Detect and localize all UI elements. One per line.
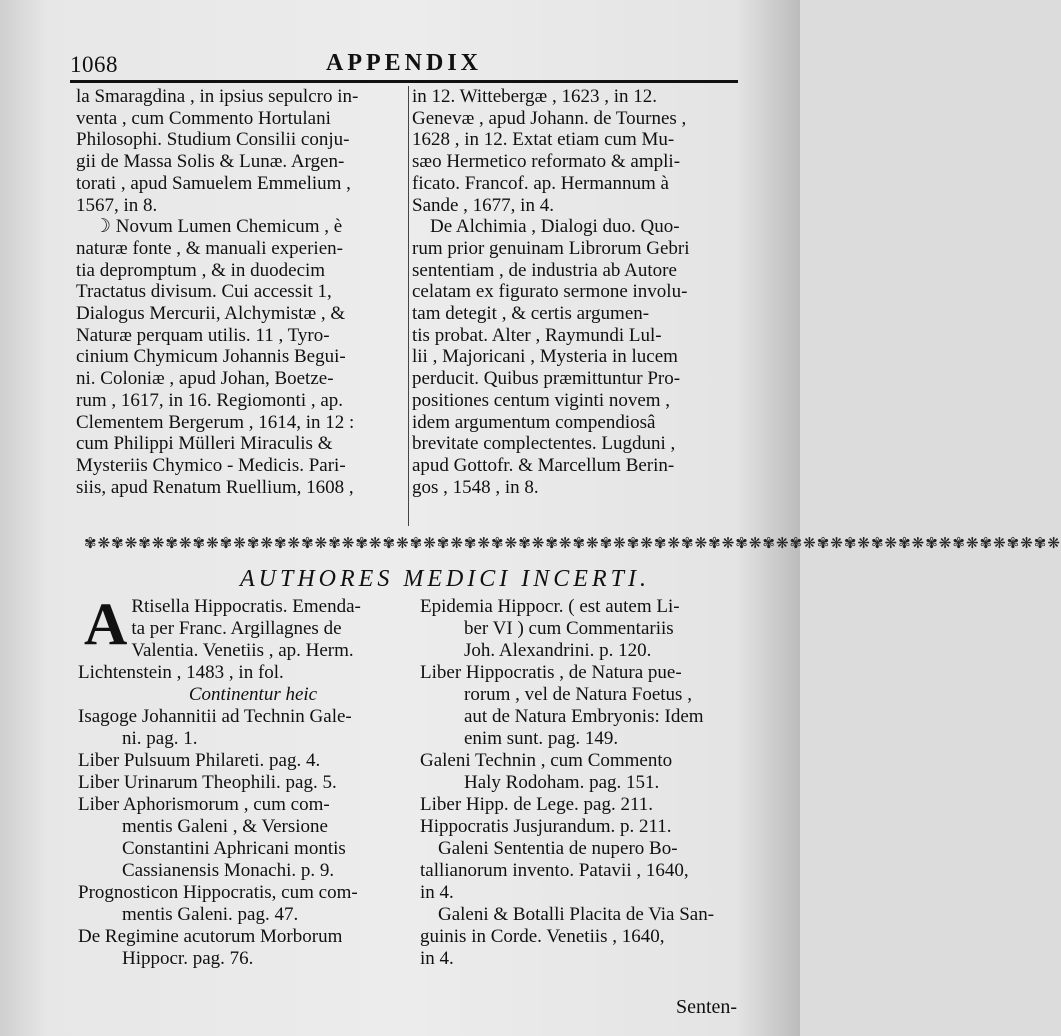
text-line: De Alchimia , Dialogi duo. Quo-	[430, 216, 680, 238]
text-line: gii de Massa Solis & Lunæ. Argen-	[76, 151, 345, 173]
catchword: Senten-	[676, 996, 738, 1018]
top-left-column	[76, 86, 406, 498]
text-line: Isagoge Johannitii ad Technin Gale-	[78, 706, 352, 727]
column-divider	[408, 86, 409, 526]
text-line: cum Philippi Mülleri Miraculis &	[76, 433, 333, 455]
text-line: tallianorum invento. Patavii , 1640,	[420, 860, 689, 881]
text-line: Prognosticon Hippocratis, cum com-	[78, 882, 358, 903]
text-line: enim sunt. pag. 149.	[464, 728, 619, 749]
section-title: AUTHORES MEDICI INCERTI.	[240, 566, 650, 592]
text-line: in 4.	[420, 948, 454, 969]
text-line: 1567, in 8.	[76, 194, 158, 216]
text-line: tia depromptum , & in duodecim	[76, 259, 326, 281]
text-line: venta , cum Commento Hortulani	[76, 107, 331, 129]
text-line: Sande , 1677, in 4.	[412, 194, 554, 216]
page-header	[70, 44, 738, 80]
text-line: aut de Natura Embryonis: Idem	[464, 706, 704, 727]
text-line: Valentia. Venetiis , ap. Herm.	[131, 640, 354, 661]
text-line: Genevæ , apud Johann. de Tournes ,	[412, 107, 687, 129]
text-line: Galeni Technin , cum Commento	[420, 750, 673, 771]
page-number: 1068	[70, 52, 118, 77]
text-line: in 12. Wittebergæ , 1623 , in 12.	[412, 86, 657, 107]
text-line: Liber Hipp. de Lege. pag. 211.	[420, 794, 654, 815]
text-line: De Regimine acutorum Morborum	[78, 926, 343, 947]
text-line: guinis in Corde. Venetiis , 1640,	[420, 926, 665, 947]
text-line: celatam ex figurato sermone involu-	[412, 281, 688, 303]
text-line: naturæ fonte , & manuali experien-	[76, 237, 343, 259]
text-line: tam detegit , & certis argumen-	[412, 303, 650, 325]
text-line: gos , 1548 , in 8.	[412, 476, 539, 498]
text-line: positiones centum viginti novem ,	[412, 389, 671, 411]
text-line: Liber Aphorismorum , cum com-	[78, 794, 330, 815]
header-rule	[70, 80, 738, 83]
text-line: Haly Rodoham. pag. 151.	[464, 772, 660, 793]
ornamental-border: ✾❋✾❋✾❋✾❋✾❋✾❋✾❋✾❋✾❋✾❋✾❋✾❋✾❋✾❋✾❋✾❋✾❋✾❋✾❋✾❋✾❋✾❋✾❋✾❋✾❋✾❋✾❋✾❋✾❋✾❋✾❋✾❋✾❋✾❋✾❋✾❋	[84, 536, 1061, 552]
text-line: Liber Hippocratis , de Natura pue-	[420, 662, 682, 683]
subheading: Continentur heic	[188, 684, 318, 705]
text-line: rorum , vel de Natura Foetus ,	[464, 684, 692, 705]
text-line: Liber Pulsuum Philareti. pag. 4.	[78, 750, 321, 771]
text-line: Liber Urinarum Theophili. pag. 5.	[78, 772, 337, 793]
text-line: sæo Hermetico reformato & ampli-	[412, 151, 681, 173]
text-line: la Smaragdina , in ipsius sepulcro in-	[76, 86, 359, 107]
text-line: perducit. Quibus præmittuntur Pro-	[412, 368, 681, 390]
text-line: mentis Galeni. pag. 47.	[122, 904, 299, 925]
text-line: siis, apud Renatum Ruellium, 1608 ,	[76, 476, 354, 498]
text-line: sententiam , de industria ab Autore	[412, 259, 677, 281]
text-line: Hippocr. pag. 76.	[122, 948, 254, 969]
text-line: mentis Galeni , & Versione	[122, 816, 328, 837]
text-line: ☽ Novum Lumen Chemicum , è	[94, 216, 343, 238]
text-line: Philosophi. Studium Consilii conju-	[76, 129, 350, 151]
text-line: Tractatus divisum. Cui accessit 1,	[76, 281, 332, 303]
text-line: torati , apud Samuelem Emmelium ,	[76, 172, 351, 194]
text-line: Constantini Aphricani montis	[122, 838, 346, 859]
text-line: Clementem Bergerum , 1614, in 12 :	[76, 411, 355, 433]
top-right-column	[412, 86, 742, 498]
text-line: tis probat. Alter , Raymundi Lul-	[412, 324, 662, 346]
text-line: Joh. Alexandrini. p. 120.	[464, 640, 652, 661]
bottom-right-column	[420, 596, 750, 970]
text-line: lii , Majoricani , Mysteria in lucem	[412, 346, 678, 368]
text-line: rum , 1617, in 16. Regiomonti , ap.	[76, 389, 344, 411]
text-line: 1628 , in 12. Extat etiam cum Mu-	[412, 129, 675, 151]
text-line: apud Gottofr. & Marcellum Berin-	[412, 454, 675, 476]
bottom-left-column	[78, 591, 408, 970]
text-line: in 4.	[420, 882, 454, 903]
text-line: Dialogus Mercurii, Alchymistæ , &	[76, 303, 346, 325]
text-line: Naturæ perquam utilis. 11 , Tyro-	[76, 324, 330, 346]
text-line: ni. Coloniæ , apud Johan, Boetze-	[76, 368, 334, 390]
text-line: idem argumentum compendiosâ	[412, 411, 656, 433]
text-line: Lichtenstein , 1483 , in fol.	[78, 662, 284, 683]
text-line: rum prior genuinam Librorum Gebri	[412, 237, 690, 259]
text-line: Galeni & Botalli Placita de Via San-	[438, 904, 715, 925]
text-line: Cassianensis Monachi. p. 9.	[122, 860, 335, 881]
text-line: cinium Chymicum Johannis Begui-	[76, 346, 346, 368]
running-head: APPENDIX	[326, 50, 482, 76]
text-line: ta per Franc. Argillagnes de	[131, 618, 342, 639]
text-line: Epidemia Hippocr. ( est autem Li-	[420, 596, 680, 617]
text-line: Mysteriis Chymico - Medicis. Pari-	[76, 454, 346, 476]
text-line: Rtisella Hippocratis. Emenda-	[131, 596, 361, 617]
text-line: ber VI ) cum Commentariis	[464, 618, 674, 639]
text-line: Galeni Sententia de nupero Bo-	[438, 838, 678, 859]
text-line: ni. pag. 1.	[122, 728, 198, 749]
drop-cap: A	[84, 591, 128, 657]
text-line: brevitate complectentes. Lugduni ,	[412, 433, 676, 455]
text-line: Hippocratis Jusjurandum. p. 211.	[420, 816, 672, 837]
text-line: ficato. Francof. ap. Hermannum à	[412, 172, 669, 194]
